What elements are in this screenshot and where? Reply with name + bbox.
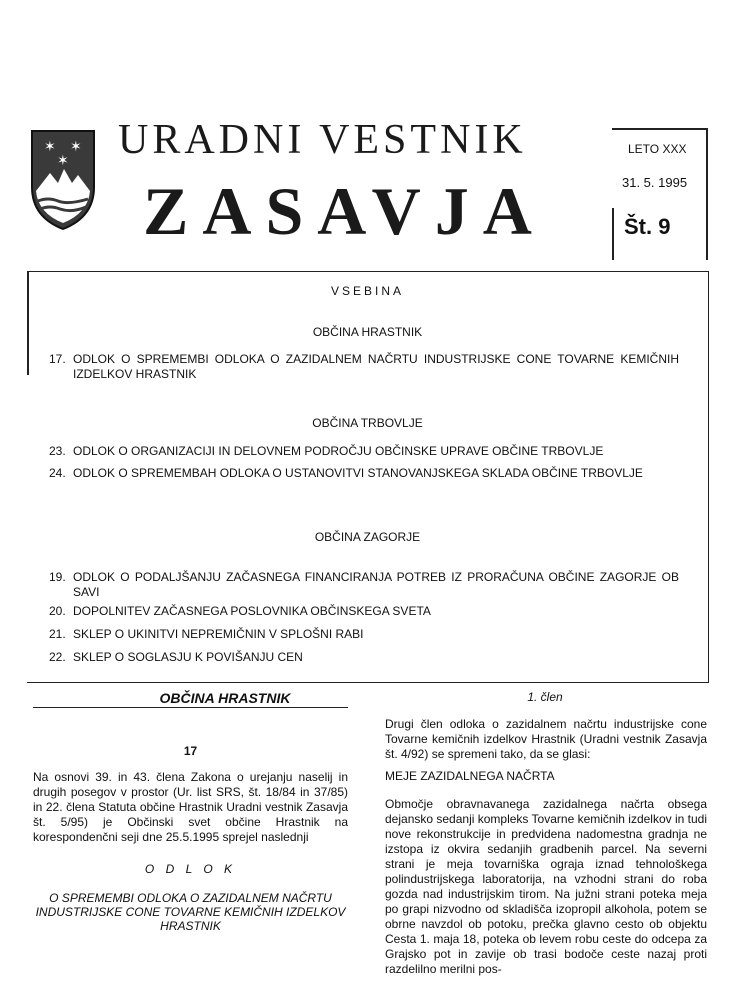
masthead-title: URADNI VESTNIK bbox=[118, 117, 527, 163]
year-label: LETO XXX bbox=[628, 142, 687, 156]
toc-item[interactable]: 23. ODLOK O ORGANIZACIJI IN DELOVNEM PODROČJU OBČINSKE UPRAVE OBČINE TRBOVLJE bbox=[49, 444, 604, 458]
subheading: MEJE ZAZIDALNEGA NAČRTA bbox=[385, 769, 555, 783]
table-of-contents bbox=[27, 271, 709, 683]
article-paragraph-2: Območje obravnavanega zazidalnega načrta obsega dejansko sedanji kompleks Tovarne kemičnih izdelkov in tudi nove rekonstrukcije in predvidena nadomestna gradnja ne izstopa iz okvira sedanjih gradbenih parcel. Na severni strani je meja tovarniška ograja iznad tehnološkega polindustrijskega laboratorija, na vzhodni strani do roba gozda nad industrijskim tirom. Na južni strani poteka meja po grapi nizvodno od skladišča izopropil alkohola, potem se obrne navzdol ob potoku, prečka glavno cesto ob objektu Cesta 1. maja 18, poteka ob levem robu ceste do odcepa za Grajsko pot in zavije ob trasi bodoče ceste nazaj proti razdelilno merilni pos- bbox=[385, 797, 707, 976]
toc-item[interactable]: 24. ODLOK O SPREMEMBAH ODLOKA O USTANOVITVI STANOVANJSKEGA SKLADA OBČINE TRBOVLJE bbox=[49, 466, 643, 480]
toc-section-zagorje: OBČINA ZAGORJE bbox=[314, 530, 421, 544]
slovenia-crest-logo bbox=[28, 125, 98, 233]
toc-item[interactable]: 20. DOPOLNITEV ZAČASNEGA POSLOVNIKA OBČINSKEGA SVETA bbox=[49, 604, 431, 618]
toc-item[interactable]: 17. ODLOK O SPREMEMBI ODLOKA O ZAZIDALNEM NAČRTU INDUSTRIJSKE CONE TOVARNE KEMIČNIH IZDELKOV HRASTNIK bbox=[49, 352, 679, 381]
document-number: 17 bbox=[183, 744, 198, 758]
issue-number: Št. 9 bbox=[624, 214, 671, 239]
issue-info-box bbox=[612, 128, 708, 260]
odlok-title: O SPREMEMBI ODLOKA O ZAZIDALNEM NAČRTU INDUSTRIJSKE CONE TOVARNE KEMIČNIH IZDELKOV HRASTNIK bbox=[35, 891, 346, 933]
toc-item[interactable]: 21. SKLEP O UKINITVI NEPREMIČNIN V SPLOŠNI RABI bbox=[49, 627, 364, 641]
divider bbox=[33, 707, 348, 708]
article-heading: 1. člen bbox=[527, 690, 563, 704]
toc-item[interactable]: 22. SKLEP O SOGLASJU K POVIŠANJU CEN bbox=[49, 650, 303, 664]
toc-section-trbovlje: OBČINA TRBOVLJE bbox=[312, 416, 423, 430]
intro-paragraph: Na osnovi 39. in 43. člena Zakona o urejanju naselij in drugih posegov v prostor (Ur. list SRS, št. 18/84 in 37/85) in 22. člena Statuta občine Hrastnik Uradni vestnik Zasavja št. 5/95) je Občinski svet občine Hrastnik na korespondenčni seji dne 25.5.1995 sprejel naslednji bbox=[33, 770, 348, 844]
svg-text:✶: ✶ bbox=[70, 139, 82, 155]
masthead-subtitle: ZASAVJA bbox=[143, 173, 546, 249]
odlok-heading: O D L O K bbox=[144, 862, 237, 876]
issue-date: 31. 5. 1995 bbox=[622, 175, 688, 190]
svg-text:✶: ✶ bbox=[44, 139, 56, 155]
svg-text:✶: ✶ bbox=[57, 153, 69, 169]
toc-item[interactable]: 19. ODLOK O PODALJŠANJU ZAČASNEGA FINANCIRANJA POTREB IZ PRORAČUNA OBČINE ZAGORJE OB SAVI bbox=[49, 570, 679, 599]
toc-heading: VSEBINA bbox=[330, 284, 405, 298]
article-paragraph-1: Drugi člen odloka o zazidalnem načrtu industrijske cone Tovarne kemičnih izdelkov Hrastnik (Uradni vestnik Zasavja št. 4/92) se spremeni tako, da se glasi: bbox=[385, 717, 707, 761]
toc-section-hrastnik: OBČINA HRASTNIK bbox=[312, 325, 423, 339]
section-heading: OBČINA HRASTNIK bbox=[159, 690, 291, 706]
